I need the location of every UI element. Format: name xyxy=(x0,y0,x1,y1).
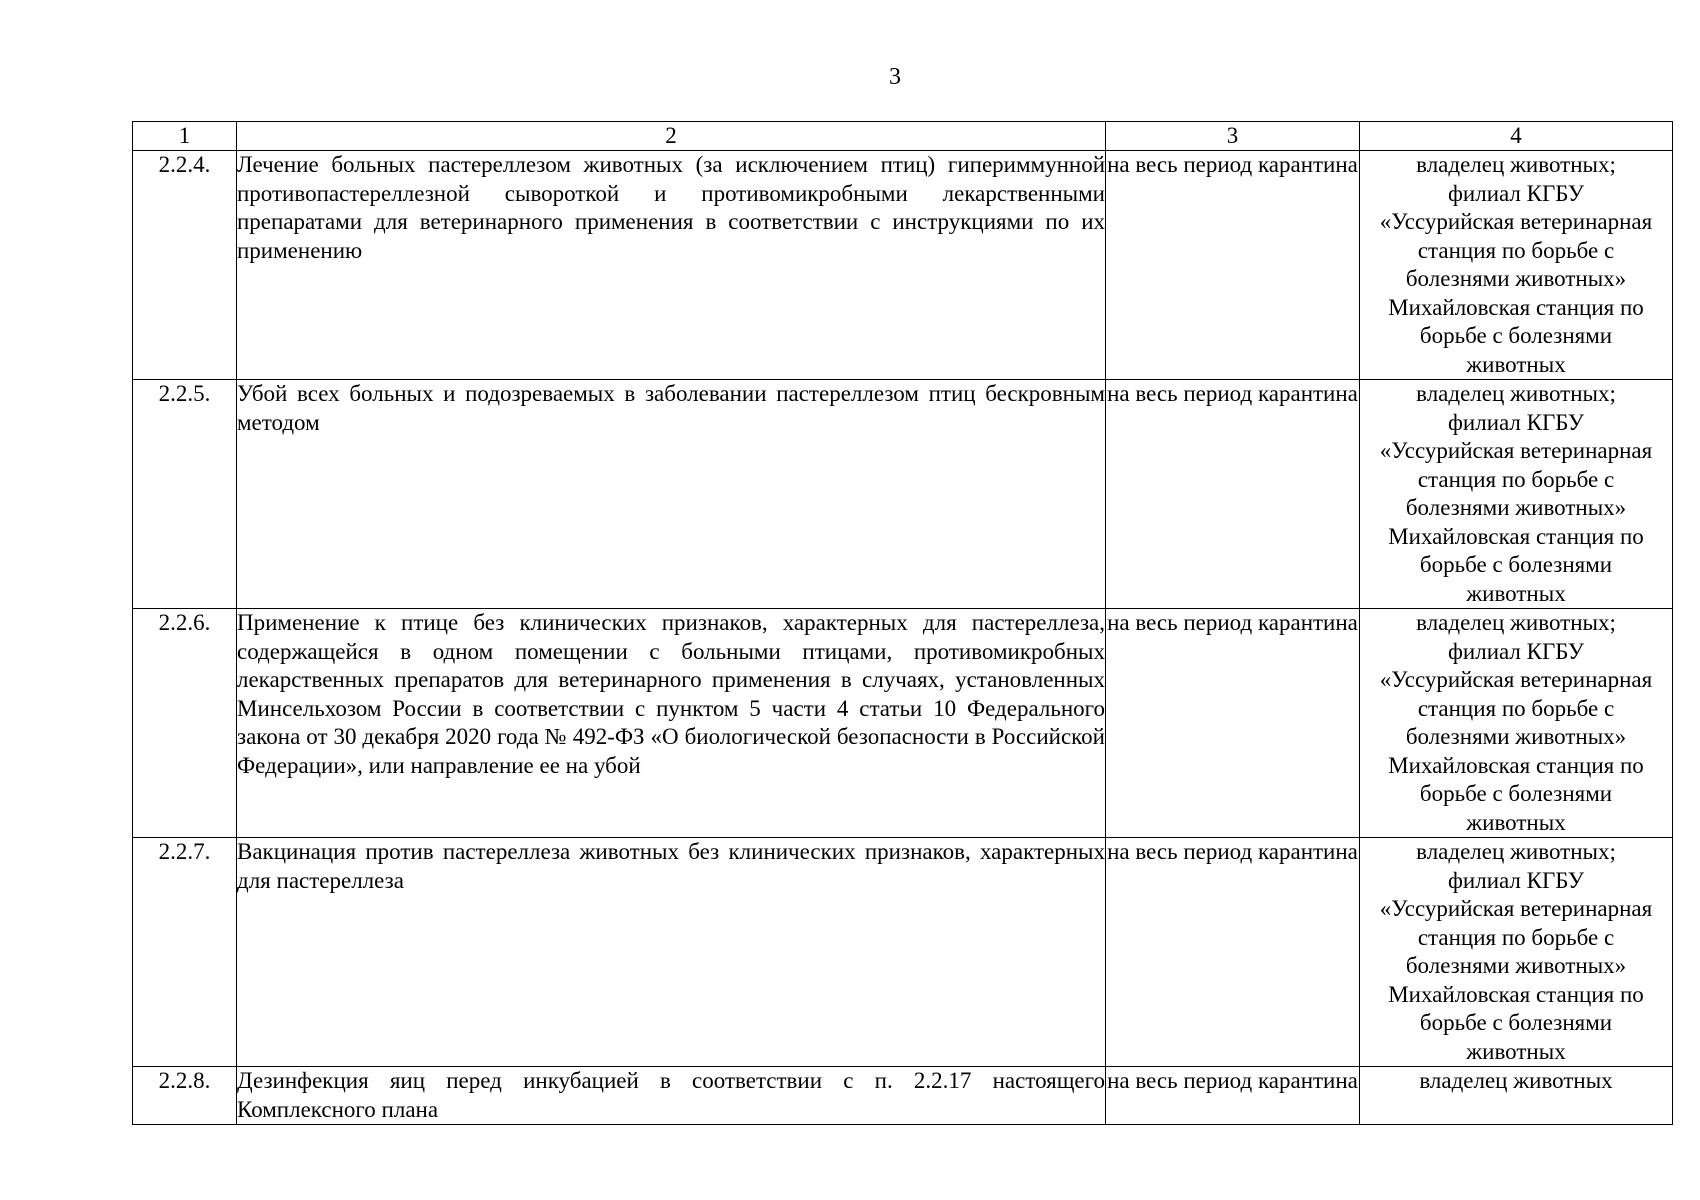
responsible-line: Михайловская станция по xyxy=(1388,981,1644,1007)
responsible-line: станция по борьбе с xyxy=(1417,466,1615,492)
responsible-line: борьбе с болезнями xyxy=(1419,552,1613,577)
item-number: 2.2.8. xyxy=(133,1067,237,1125)
table-row xyxy=(133,380,1673,609)
responsible-party xyxy=(1360,380,1673,609)
item-number: 2.2.6. xyxy=(133,609,237,838)
measure-term: на весь период карантина xyxy=(1106,1067,1360,1125)
measure-description: Применение к птице без клинических признаков, характерных для пастереллеза, содержащейся в одном помещении с больными птицами, противомикробных лекарственных препаратов для ветеринарного применения в случаях, установленных Минсельхозом России в соответствии с пунктом 5 части 4 статьи 10 Федерального закона от 30 декабря 2020 года № 492-ФЗ «О биологической безопасности в Российской Федерации», или направление ее на убой xyxy=(237,609,1106,838)
column-header-3: 3 xyxy=(1106,122,1360,151)
responsible-line: животных xyxy=(1466,1038,1566,1064)
responsible-line: филиал КГБУ xyxy=(1448,409,1584,435)
table-row xyxy=(133,838,1673,1067)
column-header-1: 1 xyxy=(133,122,237,151)
responsible-line: филиал КГБУ xyxy=(1448,180,1584,206)
table-row xyxy=(133,1067,1673,1125)
responsible-line: станция по борьбе с xyxy=(1417,924,1615,950)
responsible-line: владелец животных; xyxy=(1416,152,1616,177)
table-row xyxy=(133,151,1673,380)
item-number: 2.2.5. xyxy=(133,380,237,609)
responsible-line: филиал КГБУ xyxy=(1448,867,1584,893)
measures-table xyxy=(132,121,1673,1125)
responsible-line: «Уссурийская ветеринарная xyxy=(1379,209,1653,234)
responsible-line: станция по борьбе с xyxy=(1417,237,1615,263)
responsible-line: владелец животных; xyxy=(1416,610,1616,635)
responsible-line: болезнями животных» xyxy=(1405,724,1627,749)
responsible-line: «Уссурийская ветеринарная xyxy=(1379,896,1653,921)
measure-description: Вакцинация против пастереллеза животных без клинических признаков, характерных для пастереллеза xyxy=(237,838,1106,1067)
responsible-party xyxy=(1360,151,1673,380)
page-number: 3 xyxy=(889,64,901,90)
responsible-line: борьбе с болезнями xyxy=(1419,1010,1613,1035)
responsible-line: владелец животных; xyxy=(1416,839,1616,864)
measure-description: Убой всех больных и подозреваемых в заболевании пастереллезом птиц бескровным методом xyxy=(237,380,1106,609)
responsible-party xyxy=(1360,838,1673,1067)
table-header-row xyxy=(133,122,1673,151)
responsible-line: филиал КГБУ xyxy=(1448,638,1584,664)
responsible-line: животных xyxy=(1466,351,1566,377)
responsible-line: станция по борьбе с xyxy=(1417,695,1615,721)
responsible-line: болезнями животных» xyxy=(1405,266,1627,291)
responsible-party xyxy=(1360,1067,1673,1125)
responsible-line: борьбе с болезнями xyxy=(1419,781,1613,806)
measure-term: на весь период карантина xyxy=(1106,838,1360,1067)
responsible-line: животных xyxy=(1466,809,1566,835)
measure-term: на весь период карантина xyxy=(1106,151,1360,380)
responsible-line: болезнями животных» xyxy=(1405,495,1627,520)
measure-term: на весь период карантина xyxy=(1106,609,1360,838)
measure-description: Дезинфекция яиц перед инкубацией в соответствии с п. 2.2.17 настоящего Комплексного плана xyxy=(237,1067,1106,1125)
responsible-line: болезнями животных» xyxy=(1405,953,1627,978)
measure-description: Лечение больных пастереллезом животных (за исключением птиц) гипериммунной противопастереллезной сывороткой и противомикробными лекарственными препаратами для ветеринарного применения в соответствии с инструкциями по их применению xyxy=(237,151,1106,380)
measure-term: на весь период карантина xyxy=(1106,380,1360,609)
responsible-line: Михайловская станция по xyxy=(1388,294,1644,320)
responsible-line: Михайловская станция по xyxy=(1388,752,1644,778)
responsible-party xyxy=(1360,609,1673,838)
responsible-line: «Уссурийская ветеринарная xyxy=(1379,667,1653,692)
table-row xyxy=(133,609,1673,838)
responsible-line: «Уссурийская ветеринарная xyxy=(1379,438,1653,463)
responsible-line: владелец животных xyxy=(1419,1068,1613,1093)
column-header-2: 2 xyxy=(237,122,1106,151)
item-number: 2.2.7. xyxy=(133,838,237,1067)
responsible-line: Михайловская станция по xyxy=(1388,523,1644,549)
responsible-line: владелец животных; xyxy=(1416,381,1616,406)
column-header-4: 4 xyxy=(1360,122,1673,151)
item-number: 2.2.4. xyxy=(133,151,237,380)
responsible-line: борьбе с болезнями xyxy=(1419,323,1613,348)
responsible-line: животных xyxy=(1466,580,1566,606)
